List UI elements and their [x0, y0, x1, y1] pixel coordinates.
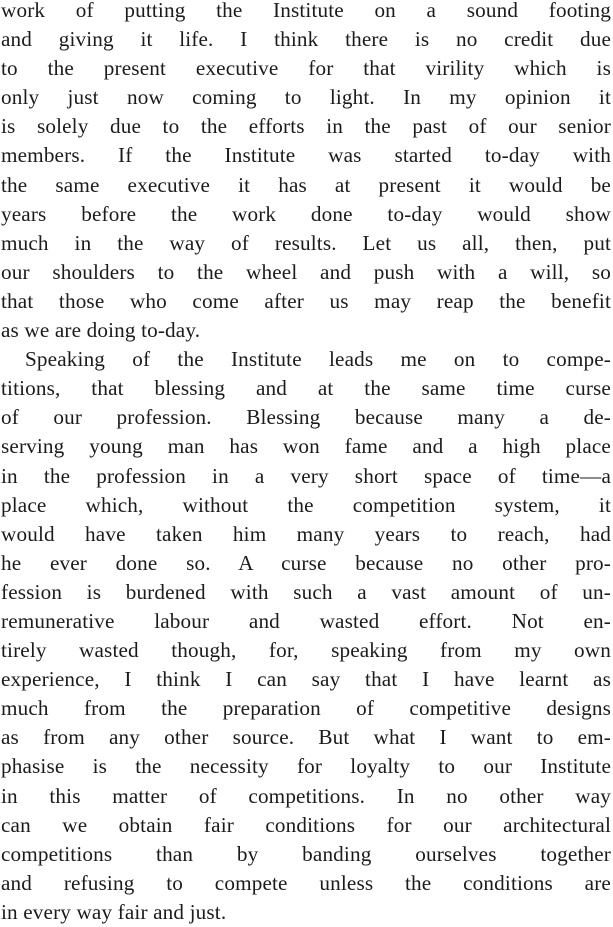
paragraph-2 [1, 345, 611, 927]
text-line: members. If the Institute was started to-day with [1, 143, 611, 168]
text-line: experience, I think I can say that I have learnt as [1, 667, 611, 692]
text-line: our shoulders to the wheel and push with a will, so [1, 259, 611, 284]
text-line: much from the preparation of competitive designs [1, 696, 611, 721]
text-line: he ever done so. A curse because no other pro- [1, 550, 611, 575]
text-line: serving young man has won fame and a high place [1, 434, 611, 459]
text-line: work of putting the Institute on a sound footing [1, 0, 611, 22]
text-line: tirely wasted though, for, speaking from my own [1, 638, 611, 663]
text-line: competitions than by banding ourselves together [1, 841, 611, 866]
text-line: much in the way of results. Let us all, then, put [1, 230, 611, 255]
text-line: as we are doing to-day. [1, 318, 201, 343]
text-line: is solely due to the efforts in the past of our senior [1, 114, 611, 139]
text-line: titions, that blessing and at the same time curse [1, 376, 611, 401]
text-line: as from any other source. But what I want to em- [1, 725, 611, 750]
text-line: only just now coming to light. In my opinion it [1, 85, 611, 110]
text-line: Speaking of the Institute leads me on to compe- [25, 347, 611, 372]
text-line: place which, without the competition system, it [1, 492, 611, 517]
text-line: can we obtain fair conditions for our architectural [1, 812, 611, 837]
text-line: the same executive it has at present it would be [1, 172, 611, 197]
text-line: would have taken him many years to reach, had [1, 521, 611, 546]
text-line: years before the work done to-day would show [1, 201, 611, 226]
text-line: that those who come after us may reap the benefit [1, 288, 611, 313]
text-line: remunerative labour and wasted effort. Not en- [1, 608, 611, 633]
text-line: and refusing to compete unless the conditions are [1, 870, 611, 895]
text-line: phasise is the necessity for loyalty to our Institute [1, 754, 611, 779]
text-line: in this matter of competitions. In no other way [1, 783, 611, 808]
text-line: in the profession in a very short space of time—a [1, 463, 611, 488]
text-line: and giving it life. I think there is no credit due [1, 27, 611, 52]
paragraph-1 [1, 0, 611, 345]
text-line: of our profession. Blessing because many a de- [1, 405, 611, 430]
text-line: in every way fair and just. [1, 899, 227, 924]
text-line: to the present executive for that virility which is [1, 56, 611, 81]
text-line: fession is burdened with such a vast amount of un- [1, 579, 611, 604]
